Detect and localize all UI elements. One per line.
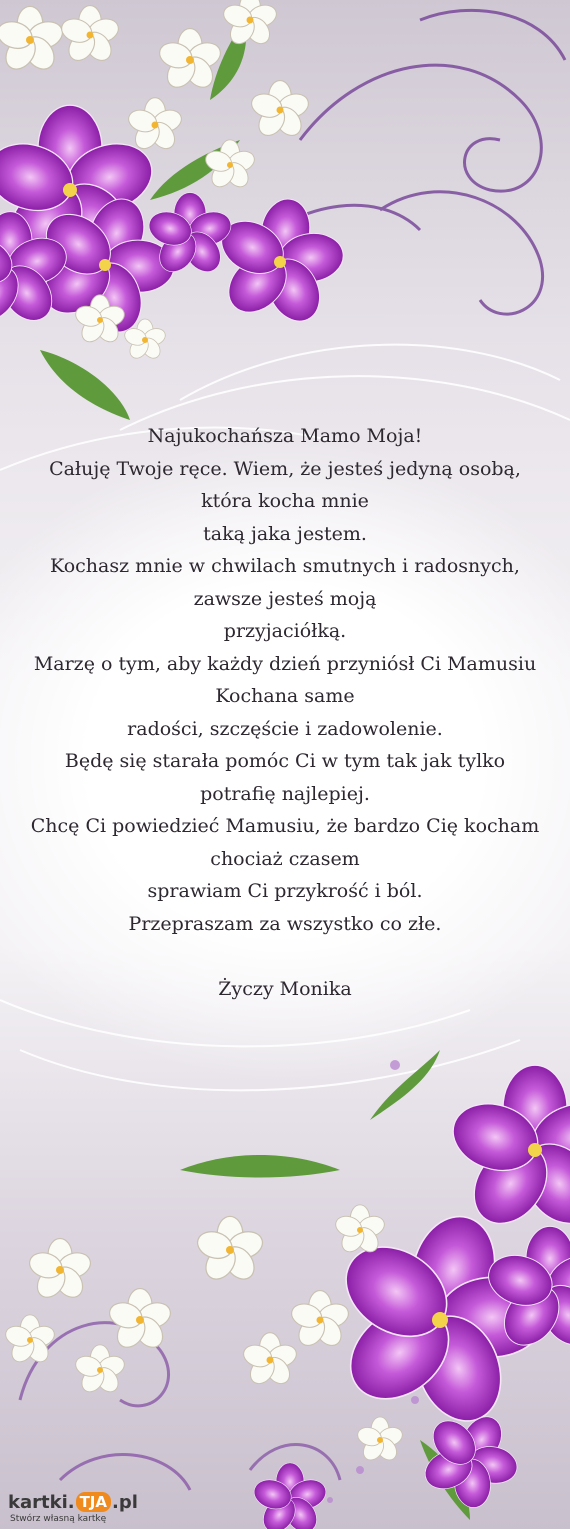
- message-line: chociaż czasem: [210, 847, 360, 870]
- message-line: Marzę o tym, aby każdy dzień przyniósł Ci Mamusiu: [33, 652, 537, 675]
- purple-violet-flowers-top: [0, 105, 358, 357]
- purple-violet-flowers-bottom: [250, 1065, 570, 1529]
- kartki-logo[interactable]: [8, 1490, 138, 1526]
- message-line: sprawiam Ci przykrość i ból.: [147, 880, 423, 902]
- message-blank-line: [0, 940, 570, 973]
- message-line: Będę się starała pomóc Ci w tym tak jak tylko: [64, 750, 506, 772]
- message-line: Całuję Twoje ręce. Wiem, że jesteś jedyną osobą,: [49, 457, 521, 480]
- logo-brand: kartki. TJA .pl: [8, 1492, 138, 1513]
- logo-slogan: Stwórz własną kartkę: [10, 1514, 107, 1524]
- message-line: Najukochańsza Mamo Moja!: [147, 425, 423, 447]
- message-line: która kocha mnie: [201, 490, 369, 512]
- greeting-message: [0, 420, 570, 1005]
- logo-badge: TJA: [76, 1492, 111, 1512]
- message-line: Przepraszam za wszystko co złe.: [128, 912, 442, 935]
- message-line: Życzy Monika: [218, 977, 352, 1000]
- message-line: Kochana same: [215, 685, 355, 707]
- message-line: taką jaka jestem.: [203, 522, 367, 545]
- message-line: radości, szczęście i zadowolenie.: [127, 717, 443, 740]
- message-line: Chcę Ci powiedzieć Mamusiu, że bardzo Cię kocham: [30, 815, 540, 837]
- message-line: zawsze jesteś moją: [193, 587, 377, 610]
- message-line: potrafię najlepiej.: [200, 782, 370, 805]
- message-line: Kochasz mnie w chwilach smutnych i radosnych,: [50, 555, 520, 577]
- message-line: przyjaciółką.: [223, 620, 347, 642]
